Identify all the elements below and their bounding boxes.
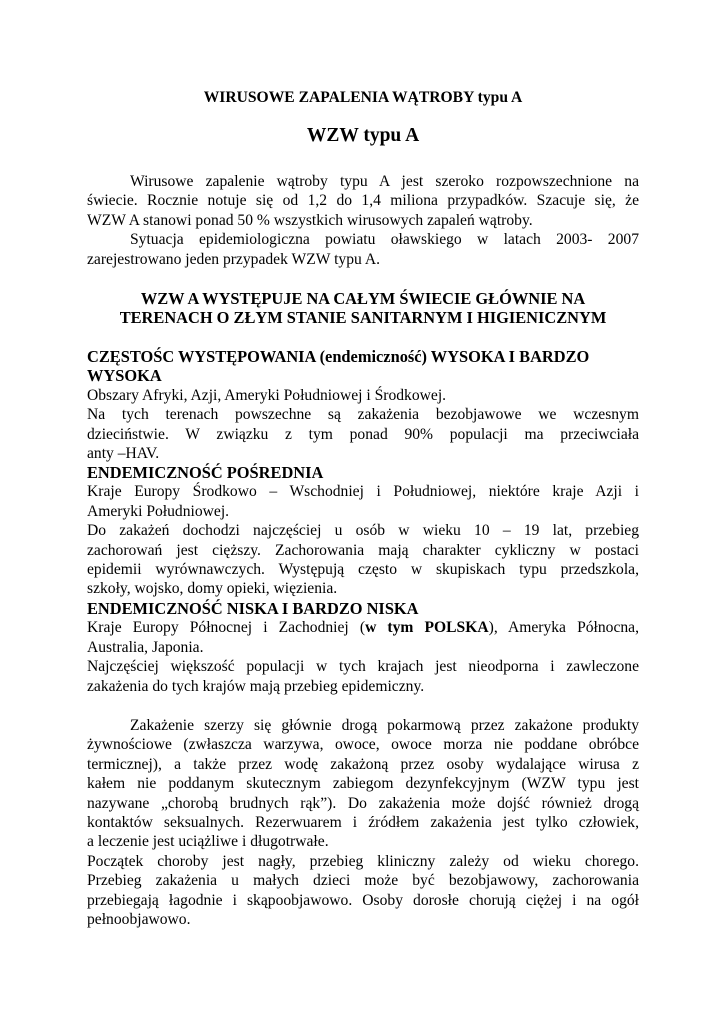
high-text-line: anty –HAV. xyxy=(87,445,160,463)
low-heading: ENDEMICZNOŚĆ NISKA I BARDZO NISKA xyxy=(87,599,419,618)
section-mid-endemicity xyxy=(87,463,639,599)
high-heading: WYSOKA xyxy=(87,366,162,386)
section-headline xyxy=(87,289,639,328)
low-text-line: zakażenia do tych krajów mają przebieg epidemiczny. xyxy=(87,677,425,695)
course-line: Początek choroby jest nagły, przebieg kliniczny zależy od wieku chorego. xyxy=(87,853,639,870)
transmission-line: a leczenie jest uciążliwe i długotrwałe. xyxy=(87,833,329,851)
high-heading: CZĘSTOŚC WYSTĘPOWANIA (endemiczność) WYSOKA I BARDZO xyxy=(87,347,590,366)
low-regions-line xyxy=(87,618,639,637)
section-high-endemicity xyxy=(87,347,639,463)
document-title: WIRUSOWE ZAPALENIA WĄTROBY typu A xyxy=(203,89,523,106)
low-regions-after: ), Ameryka Północna, xyxy=(488,619,640,637)
mid-text-line: szkoły, wojsko, domy opieki, więzienia. xyxy=(87,580,338,598)
mid-text-line: zachorowań jest cięższy. Zachorowania mają charakter cykliczny w postaci xyxy=(87,541,639,559)
low-regions-line: Australia, Japonia. xyxy=(87,638,204,656)
intro-paragraph xyxy=(87,172,639,269)
headline-line: WZW A WYSTĘPUJE NA CAŁYM ŚWIECIE GŁÓWNIE NA xyxy=(140,289,586,308)
intro-line: Sytuacja epidemiologiczna powiatu oławskiego w latach 2003- 2007 xyxy=(130,231,639,249)
document-subtitle: WZW typu A xyxy=(306,125,420,146)
mid-regions-line: Kraje Europy Środkowo – Wschodniej i Południowej, niektóre kraje Azji i xyxy=(87,483,639,501)
transmission-line: Zakażenie szerzy się głównie drogą pokarmową przez zakażone produkty xyxy=(130,717,639,734)
transmission-line: kontaktów seksualnych. Rezerwuarem i źródłem zakażenia jest tylko człowiek, xyxy=(87,814,639,832)
low-regions-before: Kraje Europy Północnej i Zachodniej ( xyxy=(87,619,366,637)
intro-line: WZW A stanowi ponad 50 % wszystkich wirusowych zapaleń wątroby. xyxy=(87,211,533,229)
high-text-line: dzieciństwie. W związku z tym ponad 90% populacji ma przeciwciała xyxy=(87,425,639,443)
low-regions-poland: w tym POLSKA xyxy=(365,619,489,637)
intro-line: zarejestrowano jeden przypadek WZW typu A. xyxy=(87,250,380,268)
transmission-line: nazywane „chorobą brudnych rąk”). Do zakażenia może dojść również drogą xyxy=(87,794,639,812)
clinical-course-paragraph xyxy=(87,852,639,930)
section-low-endemicity xyxy=(87,599,639,696)
mid-text-line: Do zakażeń dochodzi najczęściej u osób w wieku 10 – 19 lat, przebieg xyxy=(87,522,639,540)
mid-text-line: epidemii wyrównawczych. Występują często w skupiskach typu przedszkola, xyxy=(87,561,639,579)
transmission-line: termicznej), a także przez wodę zakażoną przez osoby wydalające wirusa z xyxy=(87,755,639,773)
mid-regions-line: Ameryki Południowej. xyxy=(87,502,230,520)
mid-heading: ENDEMICZNOŚĆ POŚREDNIA xyxy=(87,463,324,482)
high-regions: Obszary Afryki, Azji, Ameryki Południowej i Środkowej. xyxy=(87,386,447,404)
headline-line: TERENACH O ZŁYM STANIE SANITARNYM I HIGIENICZNYM xyxy=(119,308,607,328)
low-text-line: Najczęściej większość populacji w tych krajach jest nieodporna i zawleczone xyxy=(87,658,639,676)
high-text-line: Na tych terenach powszechne są zakażenia bezobjawowe we wczesnym xyxy=(87,406,639,424)
transmission-line: kałem nie poddanym skutecznym zabiegom dezynfekcyjnym (WZW typu jest xyxy=(87,775,639,793)
transmission-paragraph xyxy=(87,716,639,852)
intro-line: świecie. Rocznie notuje się od 1,2 do 1,4 miliona przypadków. Szacuje się, że xyxy=(87,192,639,210)
transmission-line: żywnościowe (zwłaszcza warzywa, owoce, owoce morza nie poddane obróbce xyxy=(87,736,639,754)
course-line: przebiegają łagodnie i skąpoobjawowo. Osoby dorosłe chorują ciężej i na ogół xyxy=(87,891,639,909)
intro-line: Wirusowe zapalenie wątroby typu A jest szeroko rozpowszechnione na xyxy=(130,173,639,190)
course-line: Przebieg zakażenia u małych dzieci może być bezobjawowy, zachorowania xyxy=(87,872,639,890)
course-line: pełnoobjawowo. xyxy=(87,911,191,929)
